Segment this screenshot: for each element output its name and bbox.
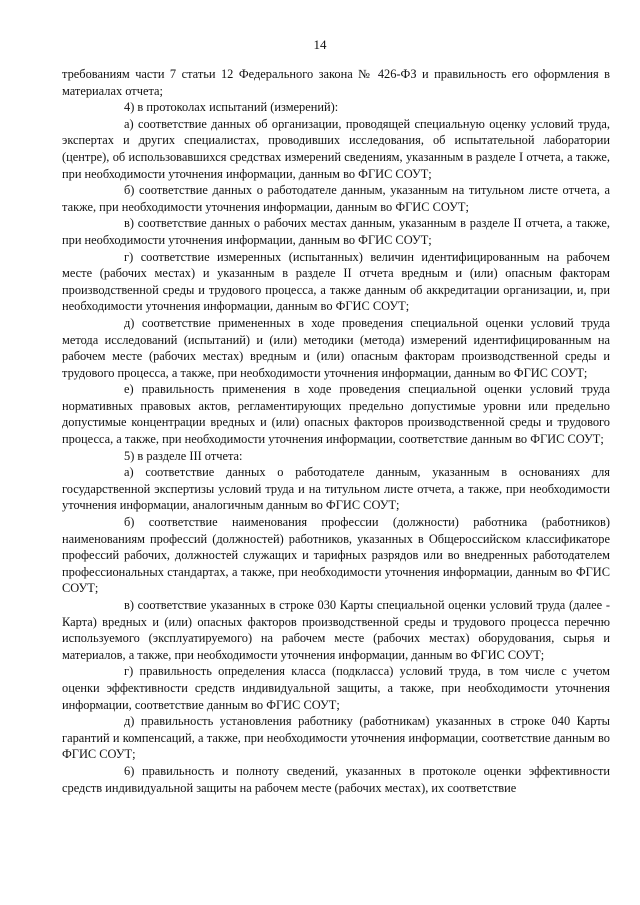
paragraph-9: а) соответствие данных о работодателе данным, указанным в основаниях для государственной экспертизы условий труда и на титульном листе отчета, а также, при необходимости уточнения информации, аналогичным данным во ФГИС СОУТ; — [62, 465, 610, 513]
paragraph-13: д) правильность установления работнику (работникам) указанных в строке 040 Карты гарантий и компенсаций, а также, при необходимости уточнения информации, соответствие данным во ФГИС СОУТ; — [62, 714, 610, 762]
page-number: 14 — [313, 37, 327, 52]
paragraph-8: 5) в разделе III отчета: — [124, 448, 243, 463]
paragraph-5: г) соответствие измеренных (испытанных) величин идентифицированным на рабочем месте (рабочих местах) и указанным в разделе II отчета вредным и (или) опасным факторам производственной среды и трудового процесса, а также данным об аккредитации организации, и, при необходимости уточнения информации, данным во ФГИС СОУТ; — [62, 249, 610, 314]
paragraph-7: е) правильность применения в ходе проведения специальной оценки условий труда нормативных правовых актов, регламентирующих предельно допустимые уровни или предельно допустимые концентрации вредных и (или) опасных факторов производственной среды и трудового процесса, а также, при необходимости уточнения информации, соответствие данным во ФГИС СОУТ; — [62, 382, 610, 447]
paragraph-3: б) соответствие данных о работодателе данным, указанным на титульном листе отчета, а также, при необходимости уточнения информации, данным во ФГИС СОУТ; — [62, 183, 610, 214]
document-body — [62, 66, 610, 796]
paragraph-12: г) правильность определения класса (подкласса) условий труда, в том числе с учетом оценки эффективности средств индивидуальной защиты, а также, при необходимости уточнения информации, соответствие данным во ФГИС СОУТ; — [62, 664, 610, 712]
paragraph-6: д) соответствие примененных в ходе проведения специальной оценки условий труда метода исследований (испытаний) и (или) методики (метода) измерений идентифицированным на рабочем месте (рабочих местах) вредным и (или) опасным факторам производственной среды и трудового процесса, а также, при необходимости уточнения информации, данным во ФГИС СОУТ; — [62, 315, 610, 380]
paragraph-14: 6) правильность и полноту сведений, указанных в протоколе оценки эффективности средств индивидуальной защиты на рабочем месте (рабочих местах), их соответствие — [62, 763, 610, 795]
paragraph-0: требованиям части 7 статьи 12 Федерального закона № 426-ФЗ и правильность его оформления в материалах отчета; — [62, 67, 610, 98]
paragraph-1: 4) в протоколах испытаний (измерений): — [124, 100, 339, 115]
paragraph-11: в) соответствие указанных в строке 030 Карты специальной оценки условий труда (далее - Карта) вредных и (или) опасных факторов производственной среды и трудового процесса перечню используемого (эксплуатируемого) на рабочем месте (рабочих местах) оборудования, сырья и материалов, а также, при необходимости уточнения информации, данным во ФГИС СОУТ; — [62, 598, 610, 662]
paragraph-2: а) соответствие данных об организации, проводящей специальную оценку условий труда, экспертах и других специалистах, проводивших исследования, об испытательной лаборатории (центре), об использовавшихся средствах измерений сведениям, указанным в разделе I отчета, а также, при необходимости уточнения информации, данным во ФГИС СОУТ; — [62, 116, 610, 181]
paragraph-10: б) соответствие наименования профессии (должности) работника (работников) наименованиям профессий (должностей) работников, указанных в Общероссийском классификаторе профессий рабочих, должностей служащих и тарифных разрядов или во внедренных работодателем профессиональных стандартах, а также, при необходимости уточнения информации, данным во ФГИС СОУТ; — [62, 515, 610, 596]
paragraph-4: в) соответствие данных о рабочих местах данным, указанным в разделе II отчета, а также, при необходимости уточнения информации, данным во ФГИС СОУТ; — [62, 216, 610, 247]
